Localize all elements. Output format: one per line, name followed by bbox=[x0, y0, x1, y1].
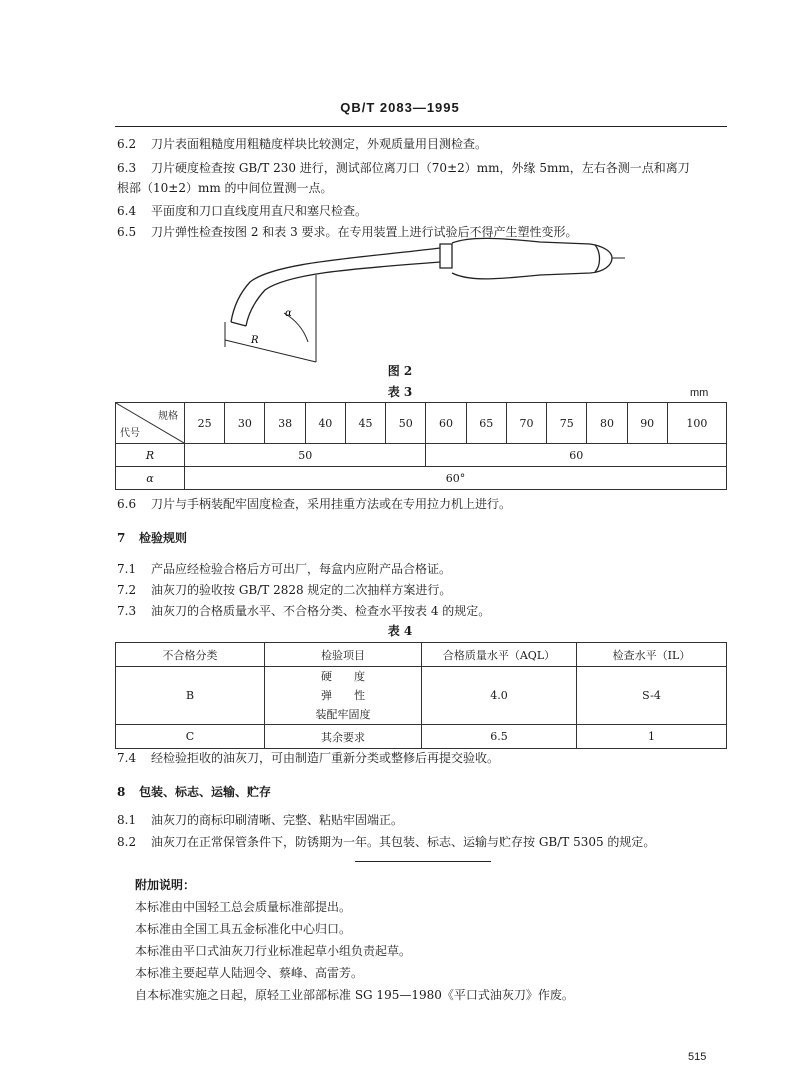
class-cell: C bbox=[116, 725, 265, 749]
table-3-corner-cell bbox=[116, 403, 185, 444]
note-line: 本标准由中国轻工总会质量标准部提出。 bbox=[135, 900, 352, 914]
item-text: 弹 性 bbox=[321, 689, 365, 702]
items-cell: 其余要求 bbox=[265, 725, 422, 749]
class-cell: B bbox=[116, 667, 265, 725]
clause-8-1 bbox=[117, 812, 403, 828]
blade-outer-edge bbox=[231, 248, 440, 322]
r-value-large: 60 bbox=[426, 444, 727, 467]
table-3-alpha-row bbox=[116, 467, 727, 490]
clause-number: 6.6 bbox=[117, 497, 137, 511]
clause-text: 产品应经检验合格后方可出厂，每盒内应附产品合格证。 bbox=[151, 562, 452, 576]
size-cell: 50 bbox=[386, 403, 426, 444]
clause-text: 油灰刀的验收按 GB/T 2828 规定的二次抽样方案进行。 bbox=[151, 583, 452, 597]
clause-text: 平面度和刀口直线度用直尺和塞尺检查。 bbox=[151, 204, 368, 218]
section-title: 检验规则 bbox=[139, 531, 188, 545]
items-cell bbox=[265, 667, 422, 725]
table-4-header-row bbox=[116, 643, 727, 667]
clause-number: 6.5 bbox=[117, 225, 137, 239]
clause-7-3 bbox=[117, 603, 490, 619]
blade-tip bbox=[231, 322, 246, 326]
clause-text: 刀片表面粗糙度用粗糙度样块比较测定，外观质量用目测检查。 bbox=[151, 137, 488, 151]
size-cell: 100 bbox=[667, 403, 726, 444]
size-cell: 25 bbox=[185, 403, 225, 444]
blade-inner-edge bbox=[246, 262, 440, 326]
size-cell: 30 bbox=[225, 403, 265, 444]
table-3 bbox=[115, 402, 727, 490]
handle-cap-line bbox=[595, 245, 600, 272]
clause-6-6 bbox=[117, 496, 511, 512]
clause-text: 刀片硬度检查按 GB/T 230 进行，测试部位离刀口（70±2）mm，外缘 5mm，左右各测一点和离刀 bbox=[151, 161, 690, 175]
clause-number: 8.2 bbox=[117, 835, 137, 849]
size-cell: 90 bbox=[627, 403, 667, 444]
section-number: 8 bbox=[117, 785, 126, 799]
clause-number: 7.4 bbox=[117, 751, 137, 765]
size-cell: 45 bbox=[345, 403, 385, 444]
radius-line bbox=[225, 340, 316, 362]
clause-8-2 bbox=[117, 834, 655, 850]
note-line: 自本标准实施之日起，原轻工业部部标准 SG 195—1980《平口式油灰刀》作废。 bbox=[135, 988, 574, 1002]
table-4-caption: 表 4 bbox=[387, 624, 413, 638]
notes-divider bbox=[355, 861, 491, 862]
size-cell: 70 bbox=[506, 403, 546, 444]
clause-number: 6.3 bbox=[117, 161, 137, 175]
clause-7-2 bbox=[117, 582, 451, 598]
clause-text: 刀片弹性检查按图 2 和表 3 要求。在专用装置上进行试验后不得产生塑性变形。 bbox=[151, 225, 578, 239]
table-3-unit: mm bbox=[690, 387, 709, 399]
clause-text: 油灰刀的合格质量水平、不合格分类、检查水平按表 4 的规定。 bbox=[151, 604, 491, 618]
size-cell: 80 bbox=[587, 403, 627, 444]
alpha-row-label: α bbox=[116, 467, 185, 490]
handle bbox=[452, 238, 612, 279]
table-3-caption: 表 3 bbox=[387, 385, 413, 399]
note-line: 本标准由平口式油灰刀行业标准起草小组负责起草。 bbox=[135, 944, 412, 958]
clause-text: 经检验拒收的油灰刀，可由制造厂重新分类或整修后再提交验收。 bbox=[151, 751, 500, 765]
clause-number: 7.3 bbox=[117, 604, 137, 618]
r-label: R bbox=[251, 335, 259, 346]
size-cell: 40 bbox=[305, 403, 345, 444]
note-line: 本标准由全国工具五金标准化中心归口。 bbox=[135, 922, 352, 936]
clause-number: 6.4 bbox=[117, 204, 137, 218]
header-cell: 检验项目 bbox=[265, 643, 422, 667]
table-4 bbox=[115, 642, 727, 749]
standard-number-header: QB/T 2083—1995 bbox=[340, 100, 460, 115]
clause-text: 油灰刀的商标印刷清晰、完整、粘贴牢固端正。 bbox=[151, 813, 404, 827]
section-8-heading bbox=[117, 783, 271, 800]
aql-cell: 4.0 bbox=[422, 667, 577, 725]
il-cell: S-4 bbox=[577, 667, 727, 725]
item-text: 硬 度 bbox=[321, 670, 365, 683]
clause-number: 7.2 bbox=[117, 583, 137, 597]
table-3-r-row bbox=[116, 444, 727, 467]
figure-caption: 图 2 bbox=[387, 364, 413, 378]
clause-number: 7.1 bbox=[117, 562, 137, 576]
ferrule bbox=[440, 244, 452, 268]
clause-text: 刀片与手柄装配牢固度检查，采用挂重方法或在专用拉力机上进行。 bbox=[151, 497, 512, 511]
table-4-row-c bbox=[116, 725, 727, 749]
notes-title: 附加说明： bbox=[135, 878, 196, 892]
section-number: 7 bbox=[117, 531, 126, 545]
corner-top-label: 规格 bbox=[158, 411, 178, 422]
clause-number: 6.2 bbox=[117, 137, 137, 151]
item-text: 装配牢固度 bbox=[315, 708, 371, 721]
size-cell: 75 bbox=[547, 403, 587, 444]
clause-text: 油灰刀在正常保管条件下，防锈期为一年。其包装、标志、运输与贮存按 GB/T 5305 的规定。 bbox=[151, 835, 656, 849]
corner-bottom-label: 代号 bbox=[120, 428, 140, 439]
page-number: 515 bbox=[688, 1051, 707, 1063]
header-cell: 合格质量水平（AQL） bbox=[422, 643, 577, 667]
clause-7-1 bbox=[117, 561, 451, 577]
note-line: 本标准主要起草人陆迥令、蔡峰、高雷芳。 bbox=[135, 966, 364, 980]
clause-7-4 bbox=[117, 750, 499, 766]
size-cell: 60 bbox=[426, 403, 466, 444]
size-cell: 65 bbox=[466, 403, 506, 444]
clause-number: 8.1 bbox=[117, 813, 137, 827]
il-cell: 1 bbox=[577, 725, 727, 749]
header-cell: 不合格分类 bbox=[116, 643, 265, 667]
section-7-heading bbox=[117, 529, 187, 546]
alpha-value: 60° bbox=[185, 467, 727, 490]
size-cell: 38 bbox=[265, 403, 305, 444]
table-4-row-b bbox=[116, 667, 727, 725]
section-title: 包装、标志、运输、贮存 bbox=[139, 785, 272, 799]
r-row-label: R bbox=[116, 444, 185, 467]
r-value-small: 50 bbox=[185, 444, 426, 467]
alpha-label: α bbox=[285, 308, 292, 319]
aql-cell: 6.5 bbox=[422, 725, 577, 749]
table-3-size-row bbox=[116, 403, 727, 444]
clause-text: 根部（10±2）mm 的中间位置测一点。 bbox=[117, 181, 333, 195]
header-cell: 检查水平（IL） bbox=[577, 643, 727, 667]
